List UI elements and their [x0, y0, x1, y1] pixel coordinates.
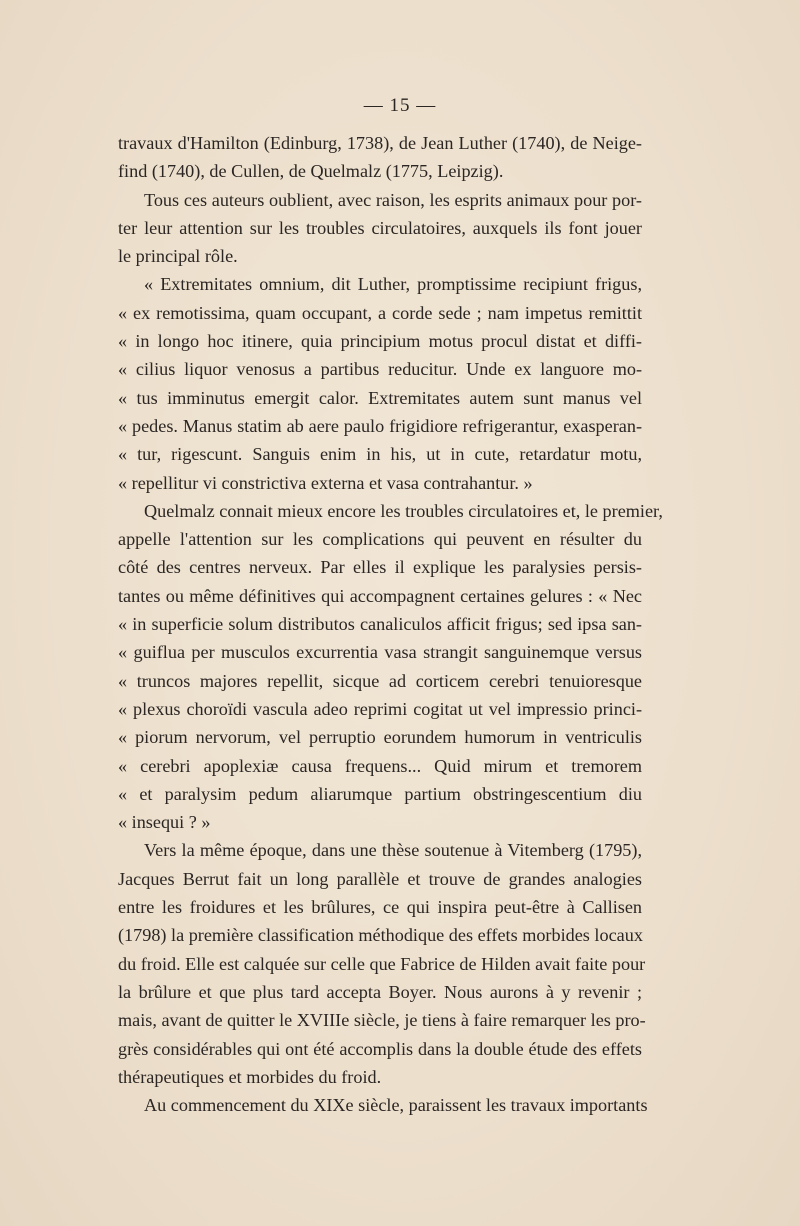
text-line: tantes ou même définitives qui accompagnent certaines gelures : « Nec	[118, 585, 642, 606]
text-line: « insequi ? »	[118, 812, 211, 833]
text-line: « in superficie solum distributos canaliculos afficit frigus; sed ipsa san-	[118, 614, 642, 635]
text-line: travaux d'Hamilton (Edinburg, 1738), de Jean Luther (1740), de Neige-	[118, 133, 642, 153]
text-line: Quelmalz connait mieux encore les troubles circulatoires et, le premier,	[144, 500, 663, 521]
text-line: grès considérables qui ont été accomplis dans la double étude des effets	[118, 1038, 642, 1059]
text-line: du froid. Elle est calquée sur celle que Fabrice de Hilden avait faite pour	[118, 953, 646, 974]
text-line: le principal rôle.	[118, 246, 238, 267]
text-line: « et paralysim pedum aliarumque partium obstringescentium diu	[118, 783, 642, 804]
text-line: find (1740), de Cullen, de Quelmalz (1775, Leipzig).	[118, 161, 504, 182]
text-line: « cerebri apoplexiæ causa frequens... Quid mirum et tremorem	[118, 755, 642, 776]
text-line: Au commencement du XIXe siècle, paraissent les travaux importants	[144, 1095, 648, 1116]
text-line: « in longo hoc itinere, quia principium motus procul distat et diffi-	[118, 331, 642, 352]
text-line: (1798) la première classification méthodique des effets morbides locaux	[118, 925, 643, 946]
text-line: ter leur attention sur les troubles circulatoires, auxquels ils font jouer	[118, 217, 642, 238]
text-line: « tus imminutus emergit calor. Extremitates autem sunt manus vel	[118, 387, 642, 408]
text-line: Tous ces auteurs oublient, avec raison, les esprits animaux pour por-	[144, 189, 642, 210]
page-number: — 15 —	[363, 95, 437, 116]
text-line: côté des centres nerveux. Par elles il explique les paralysies persis-	[118, 557, 642, 578]
text-line: « guiflua per musculos excurrentia vasa strangit sanguinemque versus	[118, 642, 642, 663]
text-line: entre les froidures et les brûlures, ce qui inspira peut-être à Callisen	[118, 897, 642, 918]
text-line: « pedes. Manus statim ab aere paulo frigidiore refrigerantur, exasperan-	[118, 415, 642, 436]
text-line: « Extremitates omnium, dit Luther, promptissime recipiunt frigus,	[144, 274, 642, 295]
body-text	[118, 129, 663, 1119]
text-line: Jacques Berrut fait un long parallèle et trouve de grandes analogies	[118, 868, 642, 889]
text-line: Vers la même époque, dans une thèse soutenue à Vitemberg (1795),	[144, 840, 642, 861]
text-line: « tur, rigescunt. Sanguis enim in his, ut in cute, retardatur motu,	[118, 444, 642, 465]
text-line: « repellitur vi constrictiva externa et vasa contrahantur. »	[118, 472, 533, 493]
text-line: « cilius liquor venosus a partibus reducitur. Unde ex languore mo-	[118, 359, 642, 380]
text-line: thérapeutiques et morbides du froid.	[118, 1066, 382, 1087]
text-line: appelle l'attention sur les complications qui peuvent en résulter du	[118, 529, 642, 550]
text-line: « plexus choroïdi vascula adeo reprimi cogitat ut vel impressio princi-	[118, 698, 642, 719]
text-line: « ex remotissima, quam occupant, a corde sede ; nam impetus remittit	[118, 302, 642, 323]
text-line: « piorum nervorum, vel perruptio eorundem humorum in ventriculis	[118, 727, 642, 748]
text-line: « truncos majores repellit, sicque ad corticem cerebri tenuioresque	[118, 670, 642, 691]
text-line: la brûlure et que plus tard accepta Boyer. Nous aurons à y revenir ;	[118, 981, 642, 1002]
text-line: mais, avant de quitter le XVIIIe siècle, je tiens à faire remarquer les pro-	[118, 1010, 646, 1031]
